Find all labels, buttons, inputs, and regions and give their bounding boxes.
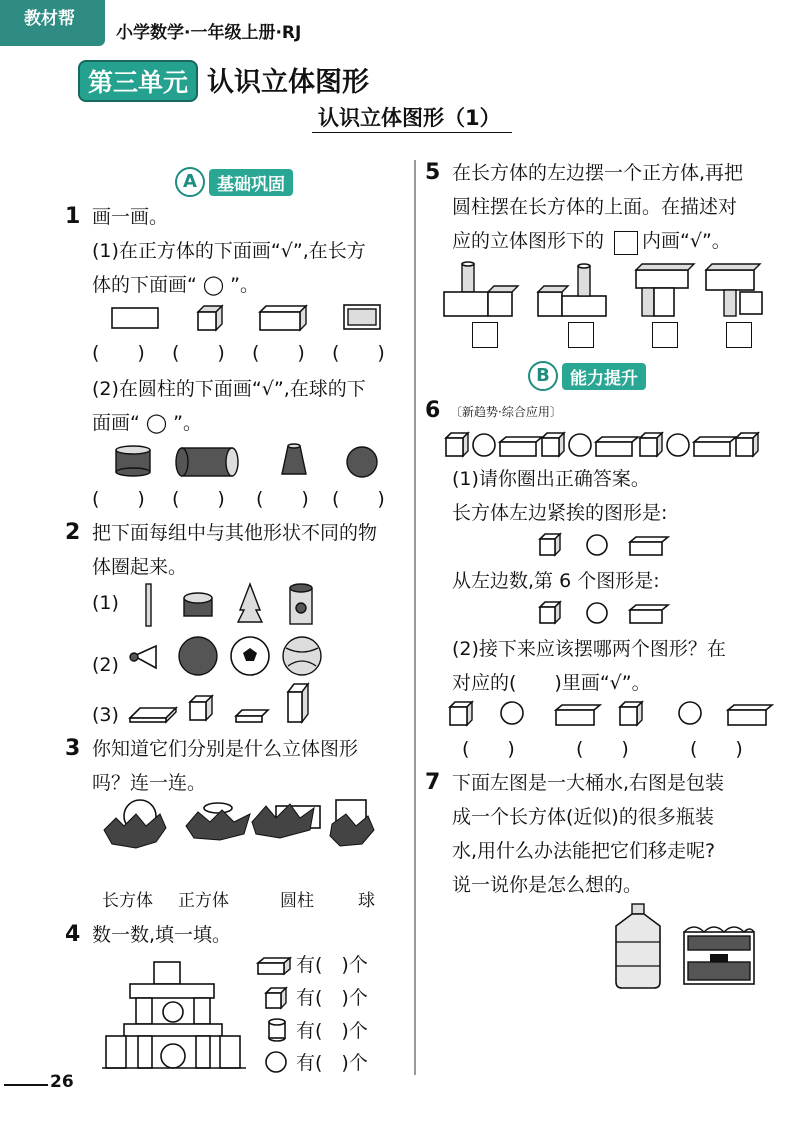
q6-part2-line1: (2)接下来应该摆哪两个图形？在 bbox=[452, 638, 726, 660]
q4-icon-sphere bbox=[264, 1050, 288, 1074]
hidden-cylinder-icon bbox=[186, 803, 250, 840]
cone-frustum-shape bbox=[282, 444, 306, 474]
shuttlecock-icon bbox=[130, 646, 156, 668]
q5-arrangements bbox=[440, 262, 780, 320]
lesson-underline bbox=[312, 132, 512, 133]
q5-line2: 圆柱摆在长方体的上面。在描述对 bbox=[452, 196, 738, 218]
section-b-badge bbox=[528, 362, 646, 390]
page-number: 26 bbox=[50, 1072, 74, 1092]
q3-label-sphere: 球 bbox=[358, 891, 375, 911]
section-a-badge bbox=[175, 168, 293, 196]
q7-line2: 成一个长方体(近似)的很多瓶装 bbox=[452, 806, 714, 828]
q6-paren-2[interactable]: ( ) bbox=[576, 738, 629, 760]
option-cube-icon bbox=[540, 534, 560, 555]
q6-next-options bbox=[448, 700, 778, 728]
q3-label-cylinder: 圆柱 bbox=[280, 891, 314, 911]
q2-row1-label: (1) bbox=[92, 592, 119, 614]
q1-number: 1 bbox=[65, 204, 81, 229]
q5-line3a: 应的立体图形下的 bbox=[452, 230, 605, 252]
q2-row2-label: (2) bbox=[92, 654, 119, 676]
q2-line1: 把下面每组中与其他形状不同的物 bbox=[92, 522, 378, 544]
q4-building bbox=[100, 960, 250, 1072]
pair2-cuboid-icon bbox=[556, 705, 600, 725]
q5-answer-box-3[interactable] bbox=[652, 322, 678, 348]
footer-mark bbox=[4, 1084, 48, 1086]
q2-row3-label: (3) bbox=[92, 704, 119, 726]
stick-icon bbox=[146, 584, 151, 626]
arrangement-a bbox=[444, 262, 518, 316]
q1-paren-3[interactable]: ( ) bbox=[252, 342, 305, 364]
q7-number: 7 bbox=[425, 770, 441, 795]
q1-part2-line1: (2)在圆柱的下面画“√”,在球的下 bbox=[92, 378, 366, 400]
q1-paren-2[interactable]: ( ) bbox=[172, 342, 225, 364]
q2-row2-objects bbox=[130, 634, 330, 682]
cuboid-shape bbox=[260, 306, 306, 330]
lesson-title: 认识立体图形（1） bbox=[318, 106, 501, 130]
q1-paren-4[interactable]: ( ) bbox=[332, 342, 385, 364]
pair1-sphere-icon bbox=[501, 702, 523, 724]
q5-inline-box bbox=[614, 231, 638, 255]
unit-title: 认识立体图形 bbox=[207, 67, 369, 98]
q1-paren-6[interactable]: ( ) bbox=[172, 488, 225, 510]
q6-number: 6 bbox=[425, 398, 441, 423]
q1-title: 画一画。 bbox=[92, 206, 169, 228]
q6-question1: 长方体左边紧挨的图形是: bbox=[452, 502, 668, 524]
q4-has-cylinder[interactable]: 有( )个 bbox=[296, 1020, 368, 1042]
tree-icon bbox=[238, 584, 262, 622]
cylinder-short-shape bbox=[116, 446, 150, 476]
q5-line1: 在长方体的左边摆一个正方体,再把 bbox=[452, 162, 744, 184]
q6-options-2 bbox=[538, 600, 678, 626]
option-cuboid-icon bbox=[630, 605, 668, 623]
arrangement-d bbox=[706, 264, 762, 316]
q5-number: 5 bbox=[425, 160, 441, 185]
q1-part1-line1: (1)在正方体的下面画“√”,在长方 bbox=[92, 240, 366, 262]
q1-shapes-row1 bbox=[100, 300, 400, 340]
q2-row3-objects bbox=[128, 680, 328, 726]
section-b-label: 能力提升 bbox=[562, 363, 646, 390]
q6-question2: 从左边数,第 6 个图形是: bbox=[452, 570, 660, 592]
arrangement-b bbox=[538, 264, 606, 316]
q6-part1: (1)请你圈出正确答案。 bbox=[452, 468, 650, 490]
q5-answer-box-4[interactable] bbox=[726, 322, 752, 348]
cuboid-tall-icon bbox=[288, 684, 308, 722]
water-bucket-image bbox=[608, 902, 668, 992]
volleyball-icon bbox=[283, 637, 321, 675]
q4-has-cube[interactable]: 有( )个 bbox=[296, 987, 368, 1009]
q6-paren-3[interactable]: ( ) bbox=[690, 738, 743, 760]
q1-paren-1[interactable]: ( ) bbox=[92, 342, 145, 364]
column-divider bbox=[414, 160, 416, 1075]
unit-tag: 第三单元 bbox=[78, 60, 198, 102]
header-bar bbox=[0, 0, 800, 43]
cuboid-flat-front bbox=[112, 308, 158, 328]
section-a-letter: A bbox=[175, 167, 205, 197]
q3-label-cuboid: 长方体 bbox=[102, 891, 153, 911]
q3-hidden-shapes bbox=[100, 796, 400, 856]
q4-icon-cuboid bbox=[256, 955, 292, 977]
cylinder-lying-shape bbox=[176, 448, 238, 476]
hidden-cube-icon bbox=[330, 800, 374, 846]
q4-has-cuboid[interactable]: 有( )个 bbox=[296, 954, 368, 976]
brand-label: 教材帮 bbox=[24, 9, 75, 29]
q2-number: 2 bbox=[65, 520, 81, 545]
q3-number: 3 bbox=[65, 736, 81, 761]
cube-small-icon bbox=[190, 696, 212, 720]
q5-answer-box-1[interactable] bbox=[472, 322, 498, 348]
q4-icon-cylinder bbox=[266, 1018, 288, 1042]
football-icon bbox=[231, 637, 269, 675]
q3-line2: 吗？连一连。 bbox=[92, 772, 207, 794]
q6-part2-line2: 对应的( )里画“√”。 bbox=[452, 672, 651, 694]
q4-icon-cube bbox=[264, 986, 290, 1010]
hidden-cuboid-icon bbox=[252, 804, 320, 838]
q1-paren-8[interactable]: ( ) bbox=[332, 488, 385, 510]
cuboid-thin-icon bbox=[236, 710, 268, 722]
roll-icon bbox=[184, 593, 212, 616]
q4-number: 4 bbox=[65, 922, 81, 947]
cube-shape bbox=[198, 306, 222, 330]
q7-line1: 下面左图是一大桶水,右图是包装 bbox=[452, 772, 725, 794]
basketball-icon bbox=[179, 637, 217, 675]
q4-title: 数一数,填一填。 bbox=[92, 924, 232, 946]
q1-shapes-row2 bbox=[100, 440, 400, 484]
q1-paren-5[interactable]: ( ) bbox=[92, 488, 145, 510]
q5-line3b: 内画“√”。 bbox=[642, 230, 731, 252]
bottled-water-pack-image bbox=[680, 918, 760, 988]
pair1-cube-icon bbox=[450, 702, 472, 725]
q7-line4: 说一说你是怎么想的。 bbox=[452, 874, 643, 896]
q7-line3: 水,用什么办法能把它们移走呢? bbox=[452, 840, 716, 862]
cuboid-frame-shape bbox=[344, 305, 380, 329]
q5-answer-box-2[interactable] bbox=[568, 322, 594, 348]
q2-row1-objects bbox=[140, 580, 340, 628]
cuboid-flat-icon bbox=[130, 708, 176, 722]
option-cuboid-icon bbox=[630, 537, 668, 555]
q3-line1: 你知道它们分别是什么立体图形 bbox=[92, 738, 359, 760]
q1-paren-7[interactable]: ( ) bbox=[256, 488, 309, 510]
pair3-sphere-icon bbox=[679, 702, 701, 724]
header-subtitle: 小学数学·一年级上册·RJ bbox=[116, 23, 302, 43]
hidden-sphere-icon bbox=[104, 800, 166, 848]
q1-part1-line2: 体的下面画“ ◯ ”。 bbox=[92, 274, 260, 296]
q3-label-cube: 正方体 bbox=[178, 891, 229, 911]
q6-options-1 bbox=[538, 532, 678, 558]
option-sphere-icon bbox=[587, 603, 607, 623]
section-a-label: 基础巩固 bbox=[209, 169, 293, 196]
q6-sequence bbox=[444, 430, 774, 460]
option-cube-icon bbox=[540, 602, 560, 623]
q2-line2: 体圈起来。 bbox=[92, 556, 188, 578]
pair2-cube-icon bbox=[620, 702, 642, 725]
q6-paren-1[interactable]: ( ) bbox=[462, 738, 515, 760]
q4-has-sphere[interactable]: 有( )个 bbox=[296, 1052, 368, 1074]
can-icon bbox=[290, 584, 312, 624]
arrangement-c bbox=[636, 264, 694, 316]
section-b-letter: B bbox=[528, 361, 558, 391]
option-sphere-icon bbox=[587, 535, 607, 555]
sphere-shape bbox=[347, 447, 377, 477]
q6-tag: 〔新趋势·综合应用〕 bbox=[450, 405, 562, 419]
q1-part2-line2: 面画“ ◯ ”。 bbox=[92, 412, 203, 434]
pair3-cuboid-icon bbox=[728, 705, 772, 725]
